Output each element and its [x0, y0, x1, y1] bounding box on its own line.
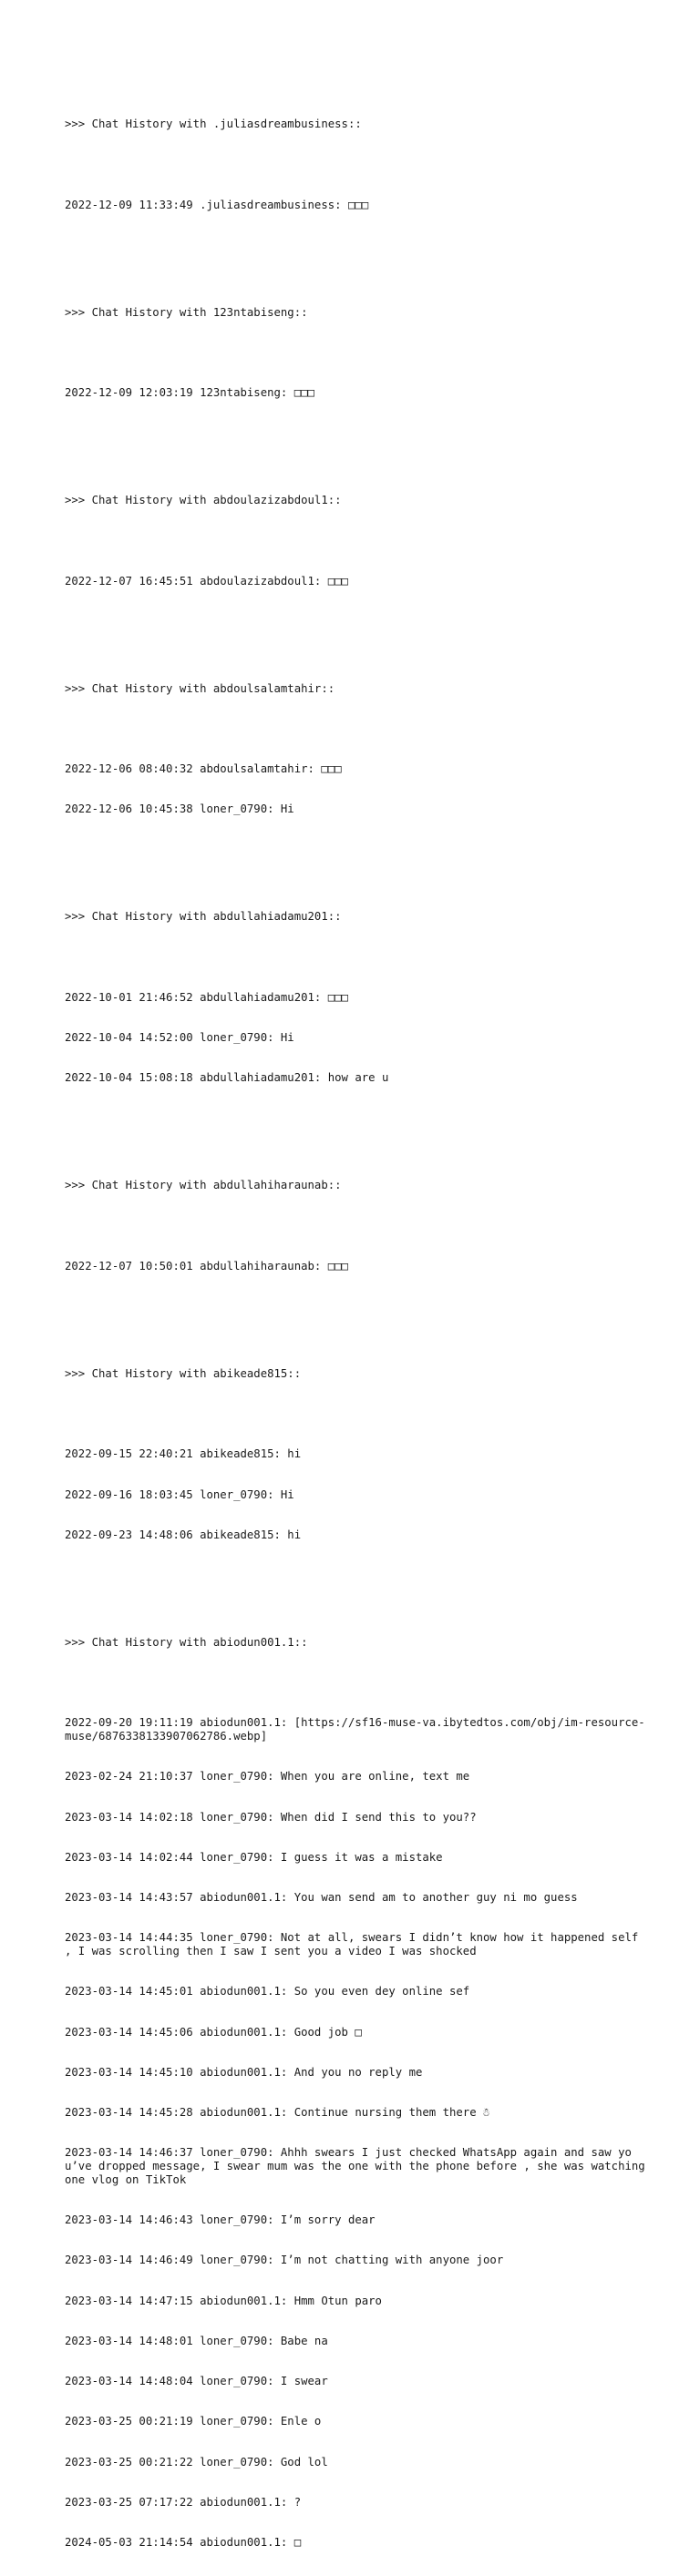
spacer [65, 1569, 648, 1582]
chat-message: 2023-03-14 14:02:18 loner_0790: When did I send this to you?? [65, 1810, 477, 1824]
spacer [65, 1676, 648, 1690]
chat-message: 2023-02-24 21:10:37 loner_0790: When you are online, text me [65, 1770, 470, 1784]
spacer [65, 239, 648, 252]
chat-message: 2022-12-09 11:33:49 .juliasdreambusiness: □□□ [65, 198, 369, 211]
chat-message: 2022-10-04 14:52:00 loner_0790: Hi [65, 1031, 294, 1044]
section-header: >>> Chat History with abdullahiharaunab:: [65, 1179, 342, 1192]
chat-message: 2023-03-14 14:46:49 loner_0790: I’m not chatting with anyone joor [65, 2254, 504, 2267]
chat-message: 2022-09-20 19:11:19 abiodun001.1: [https://sf16-muse-va.ibytedtos.com/obj/im-resource-muse/6876338133907062786.webp] [65, 1716, 645, 1743]
chat-message: 2023-03-14 14:46:37 loner_0790: Ahhh swears I just checked WhatsApp again and saw you’ve dropped message, I swear mum was the one with the phone before , she was watching one vlog on TikTok [65, 2146, 653, 2186]
spacer [65, 1112, 648, 1126]
spacer [65, 1407, 648, 1421]
spacer [65, 158, 648, 171]
chat-message: 2022-09-16 18:03:45 loner_0790: Hi [65, 1487, 294, 1501]
chat-message: 2022-12-06 08:40:32 abdoulsalamtahir: □□□ [65, 762, 342, 775]
chat-message: 2023-03-14 14:45:06 abiodun001.1: Good job □ [65, 2025, 362, 2039]
chat-message: 2022-12-09 12:03:19 123ntabiseng: □□□ [65, 386, 314, 399]
section-header: >>> Chat History with abiodun001.1:: [65, 1635, 308, 1649]
chat-message: 2022-12-07 16:45:51 abdoulazizabdoul1: □□□ [65, 574, 348, 588]
spacer [65, 1220, 648, 1233]
chat-message: 2023-03-14 14:45:28 abiodun001.1: Continue nursing them there ☃ [65, 2106, 490, 2119]
chat-message: 2023-03-14 14:47:15 abiodun001.1: Hmm Otun paro [65, 2294, 382, 2307]
spacer [65, 843, 648, 857]
section-header: >>> Chat History with abdullahiadamu201:: [65, 910, 342, 924]
section-header: >>> Chat History with 123ntabiseng:: [65, 305, 308, 319]
chat-message: 2023-03-25 00:21:22 loner_0790: God lol [65, 2455, 328, 2469]
chat-message: 2023-03-14 14:02:44 loner_0790: I guess it was a mistake [65, 1850, 443, 1864]
spacer [65, 722, 648, 736]
spacer [65, 951, 648, 965]
chat-message: 2022-12-07 10:50:01 abdullahiharaunab: □□□ [65, 1259, 348, 1273]
chat-message: 2023-03-14 14:48:04 loner_0790: I swear [65, 2375, 328, 2387]
chat-message: 2024-05-03 21:14:54 abiodun001.1: □ [65, 2536, 302, 2549]
chat-message: 2023-03-14 14:45:10 abiodun001.1: And you no reply me [65, 2065, 423, 2079]
chat-message: 2022-10-04 15:08:18 abdullahiadamu201: how are u [65, 1071, 389, 1085]
chat-message: 2022-09-23 14:48:06 abikeade815: hi [65, 1528, 302, 1541]
section-header: >>> Chat History with .juliasdreambusiness:: [65, 118, 362, 130]
section-header: >>> Chat History with abdoulsalamtahir:: [65, 681, 335, 695]
section-header: >>> Chat History with abdoulazizabdoul1:: [65, 494, 342, 506]
chat-message: 2022-10-01 21:46:52 abdullahiadamu201: □□□ [65, 990, 348, 1004]
chat-message: 2022-09-15 22:40:21 abikeade815: hi [65, 1447, 302, 1461]
chat-history-document [65, 64, 653, 2576]
chat-message: 2022-12-06 10:45:38 loner_0790: Hi [65, 802, 294, 816]
spacer [65, 1300, 648, 1314]
chat-message: 2023-03-14 14:43:57 abiodun001.1: You wan send am to another guy ni mo guess [65, 1891, 578, 1904]
chat-message: 2023-03-25 00:21:19 loner_0790: Enle o [65, 2415, 322, 2428]
chat-message: 2023-03-14 14:45:01 abiodun001.1: So you even dey online sef [65, 1985, 470, 1998]
chat-message: 2023-03-14 14:48:01 loner_0790: Babe na [65, 2334, 328, 2347]
spacer [65, 534, 648, 547]
section-header: >>> Chat History with abikeade815:: [65, 1366, 302, 1380]
spacer [65, 346, 648, 360]
spacer [65, 615, 648, 629]
chat-message: 2023-03-14 14:44:35 loner_0790: Not at all, swears I didn’t know how it happened self , I was scrolling then I saw I sent you a video I was shocked [65, 1931, 645, 1958]
chat-message: 2023-03-25 07:17:22 abiodun001.1: ? [65, 2495, 302, 2509]
chat-message: 2023-03-14 14:46:43 loner_0790: I’m sorry dear [65, 2213, 376, 2226]
spacer [65, 426, 648, 440]
